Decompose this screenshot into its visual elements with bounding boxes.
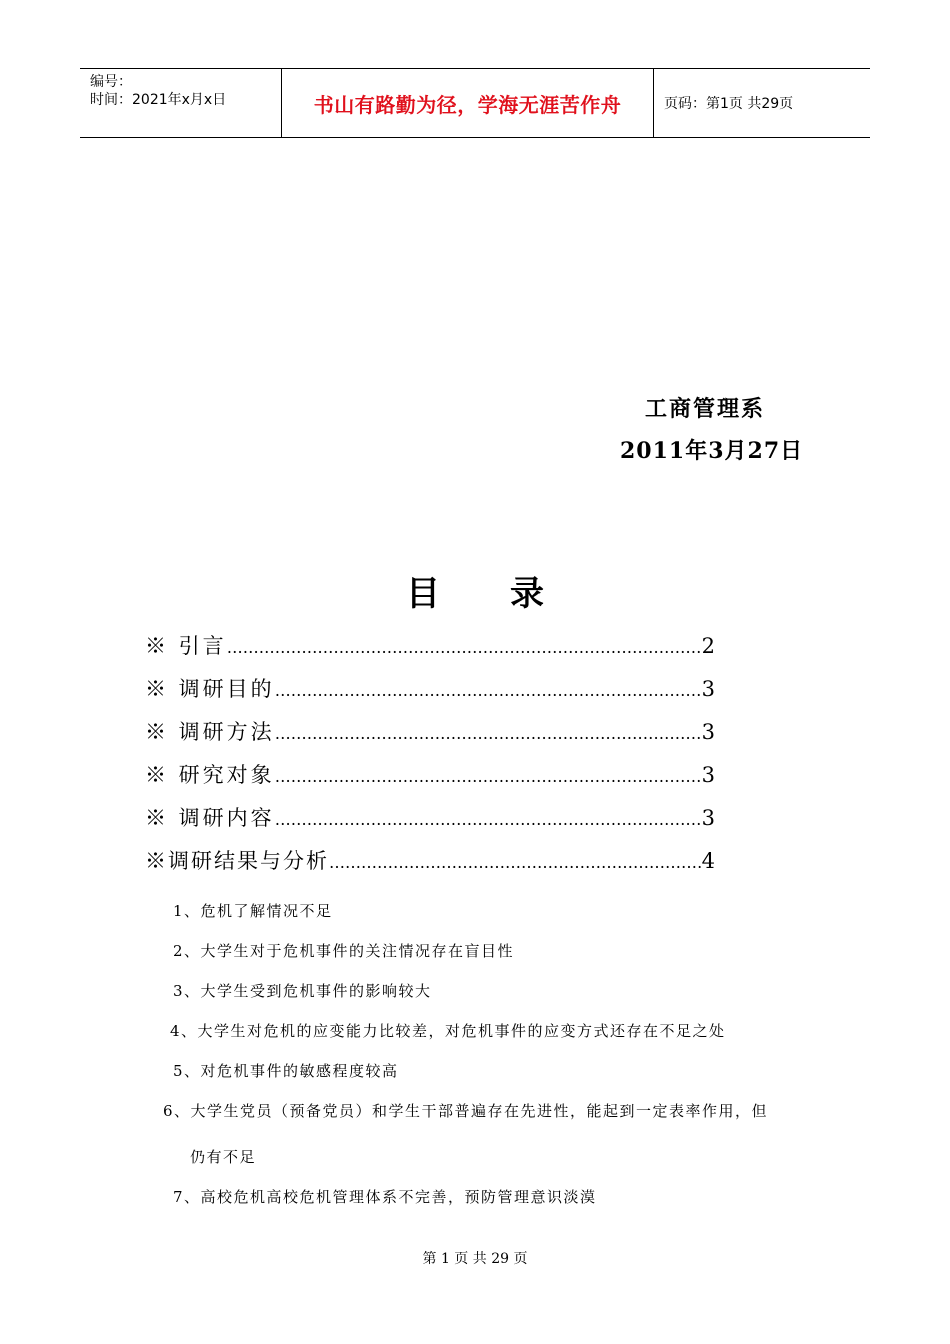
- toc-entry-label: ※ 调研方法: [145, 720, 275, 744]
- toc-entry-label: ※ 引言: [145, 634, 227, 658]
- toc-sub-item: 6、大学生党员（预备党员）和学生干部普遍存在先进性，能起到一定表率作用，但: [163, 1102, 769, 1120]
- page-info: 页码：第1页 共29页: [664, 96, 794, 112]
- number-label: 编号：: [90, 74, 132, 90]
- toc-entry-page: 4: [701, 849, 715, 873]
- time-label: 时间：2021年x月x日: [90, 92, 227, 108]
- toc-sub-item: 3、大学生受到危机事件的影响较大: [173, 982, 432, 1000]
- toc-entry-label: ※ 调研内容: [145, 806, 275, 830]
- toc-leader-dots: [275, 810, 702, 829]
- toc-entry-label: ※ 调研目的: [145, 677, 275, 701]
- toc-sub-item: 2、大学生对于危机事件的关注情况存在盲目性: [173, 942, 515, 960]
- motto-text: 书山有路勤为径，学海无涯苦作舟: [313, 92, 622, 117]
- toc-sub-item: 1、危机了解情况不足: [173, 902, 333, 920]
- toc-entry: [145, 630, 715, 673]
- header-meta-cell: [80, 69, 282, 137]
- page-footer: 第 1 页 共 29 页: [422, 1251, 528, 1267]
- toc-leader-dots: [275, 767, 702, 786]
- toc-title: [0, 566, 950, 615]
- toc-sub-item: 7、高校危机高校危机管理体系不完善，预防管理意识淡漠: [173, 1188, 597, 1206]
- report-date: 2011年3月27日: [620, 438, 804, 464]
- toc-sub-item: 4、大学生对危机的应变能力比较差，对危机事件的应变方式还存在不足之处: [170, 1022, 726, 1040]
- toc-entry-page: 3: [701, 763, 715, 787]
- document-header: [80, 68, 870, 138]
- toc-entry: [145, 802, 715, 845]
- toc-sub-item-continuation: 仍有不足: [190, 1148, 257, 1166]
- toc-title-right: 录: [510, 574, 544, 614]
- toc-leader-dots: [329, 853, 702, 872]
- toc-leader-dots: [275, 681, 702, 700]
- toc-list: [145, 630, 715, 888]
- header-motto-cell: [282, 69, 654, 137]
- department-name: 工商管理系: [645, 396, 766, 422]
- toc-entry-page: 2: [701, 634, 715, 658]
- toc-entry-page: 3: [701, 806, 715, 830]
- toc-entry-page: 3: [701, 677, 715, 701]
- toc-entry: [145, 716, 715, 759]
- toc-entry: [145, 845, 715, 888]
- toc-leader-dots: [275, 724, 702, 743]
- toc-leader-dots: [227, 638, 702, 657]
- toc-entry: [145, 673, 715, 716]
- toc-entry: [145, 759, 715, 802]
- toc-entry-page: 3: [701, 720, 715, 744]
- toc-entry-label: ※调研结果与分析: [145, 849, 329, 873]
- toc-title-left: 目: [406, 574, 440, 614]
- toc-entry-label: ※ 研究对象: [145, 763, 275, 787]
- toc-sub-item: 5、对危机事件的敏感程度较高: [173, 1062, 399, 1080]
- header-page-cell: [654, 69, 870, 137]
